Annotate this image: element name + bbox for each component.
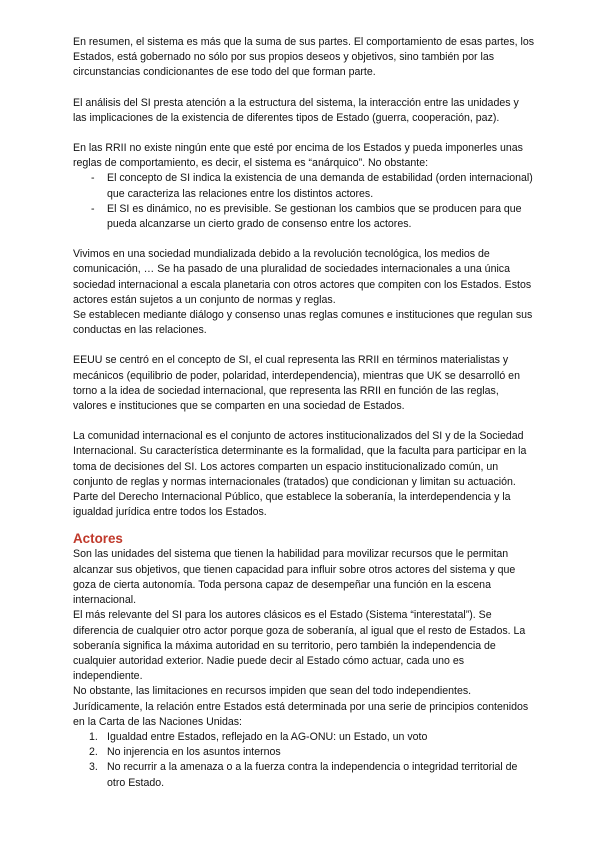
paragraph-si-analysis: El análisis del SI presta atención a la estructura del sistema, la interacción entre las unidades y las implicaciones de la existencia de diferentes tipos de Estado (guerra, cooperación, paz). (73, 96, 519, 124)
list-item (73, 202, 535, 232)
bullet-marker: - (91, 202, 95, 215)
paragraph-state-sovereignty: El más relevante del SI para los autores clásicos es el Estado (Sistema “interestatal”). Se diferencia de cualquier otro actor porque goza de soberanía, al igual que el resto de Estados. La soberanía significa la máxima autoridad en su territorio, pero también la independencia de cualquier autoridad exterior. Nadie puede decir al Estado cómo actuar, cada uno es independiente. (73, 609, 526, 683)
bullet-marker: - (91, 172, 95, 185)
paragraph-anarchic-system: En las RRII no existe ningún ente que esté por encima de los Estados y pueda imponerles unas reglas de comportamiento, es decir, el sistema es “anárquico”. No obstante: (73, 142, 523, 170)
list-number: 3. (89, 761, 98, 774)
list-text: No injerencia en los asuntos internos (107, 746, 281, 759)
list-item (73, 730, 535, 745)
paragraph-eeuu-uk: EEUU se centró en el concepto de SI, el cual representa las RRII en términos materialistas y mecánicos (equilibrio de poder, polaridad, interdependencia), mientras que UK se desarrolló en torno a la idea de sociedad internacional, que representa las RRII en función de las reglas, valores e instituciones que se comparten en una sociedad de Estados. (73, 354, 520, 413)
paragraph-international-community: La comunidad internacional es el conjunto de actores institucionalizados del SI y de la Sociedad Internacional. Su característica determinante es la formalidad, que la faculta para participar en la toma de decisiones del SI. Los actores comparten un espacio institucionalizado común, un conjunto de reglas y normas internacionales (tratados) que condicionan y limitan su actuación. Parte del Derecho Internacional Público, que establece la soberanía, la interdependencia y la igualdad jurídica entre todos los Estados. (73, 430, 527, 519)
bullet-list (73, 171, 535, 232)
paragraph-common-rules: Se establecen mediante diálogo y consenso unas reglas comunes e instituciones que regulan sus conductas en las relaciones. (73, 309, 533, 337)
list-text: No recurrir a la amenaza o a la fuerza contra la independencia o integridad territorial de otro Estado. (107, 761, 518, 789)
section-heading-actores: Actores (73, 531, 123, 547)
list-number: 2. (89, 746, 98, 759)
list-number: 1. (89, 730, 98, 743)
paragraph-system-summary: En resumen, el sistema es más que la suma de sus partes. El comportamiento de esas partes, los Estados, está gobernado no sólo por sus propios deseos y objetivos, sino también por las circunstancias condicionantes de ese todo del que forman parte. (73, 36, 535, 79)
paragraph-resource-limits: No obstante, las limitaciones en recursos impiden que sean del todo independientes. (73, 685, 472, 698)
list-text: Igualdad entre Estados, reflejado en la AG-ONU: un Estado, un voto (107, 730, 428, 743)
paragraph-un-charter: Jurídicamente, la relación entre Estados está determinada por una serie de principios contenidos en la Carta de las Naciones Unidas: (73, 700, 529, 728)
paragraph-actors-definition: Son las unidades del sistema que tienen la habilidad para movilizar recursos que le permitan alcanzar sus objetivos, que tienen capacidad para influir sobre otros actores del sistema y que goza de cierta autonomía. Toda persona capaz de desempeñar una función en la escena internacional. (73, 548, 516, 607)
bullet-text: El concepto de SI indica la existencia de una demanda de estabilidad (orden internacional) que caracteriza las relaciones entre los distintos actores. (107, 172, 533, 200)
paragraph-globalized-society: Vivimos en una sociedad mundializada debido a la revolución tecnológica, los medios de comunicación, … Se ha pasado de una pluralidad de sociedades internacionales a una única sociedad internacional a escala planetaria con otros actores que compiten con los Estados. Estos actores están sujetos a un conjunto de normas y reglas. (73, 248, 532, 306)
bullet-text: El SI es dinámico, no es previsible. Se gestionan los cambios que se producen para que pueda alcanzarse un cierto grado de consenso entre los actores. (107, 202, 522, 231)
document-body (73, 35, 535, 791)
list-item (73, 745, 535, 760)
principles-list (73, 730, 535, 791)
list-item (73, 171, 535, 201)
list-item (73, 760, 535, 790)
